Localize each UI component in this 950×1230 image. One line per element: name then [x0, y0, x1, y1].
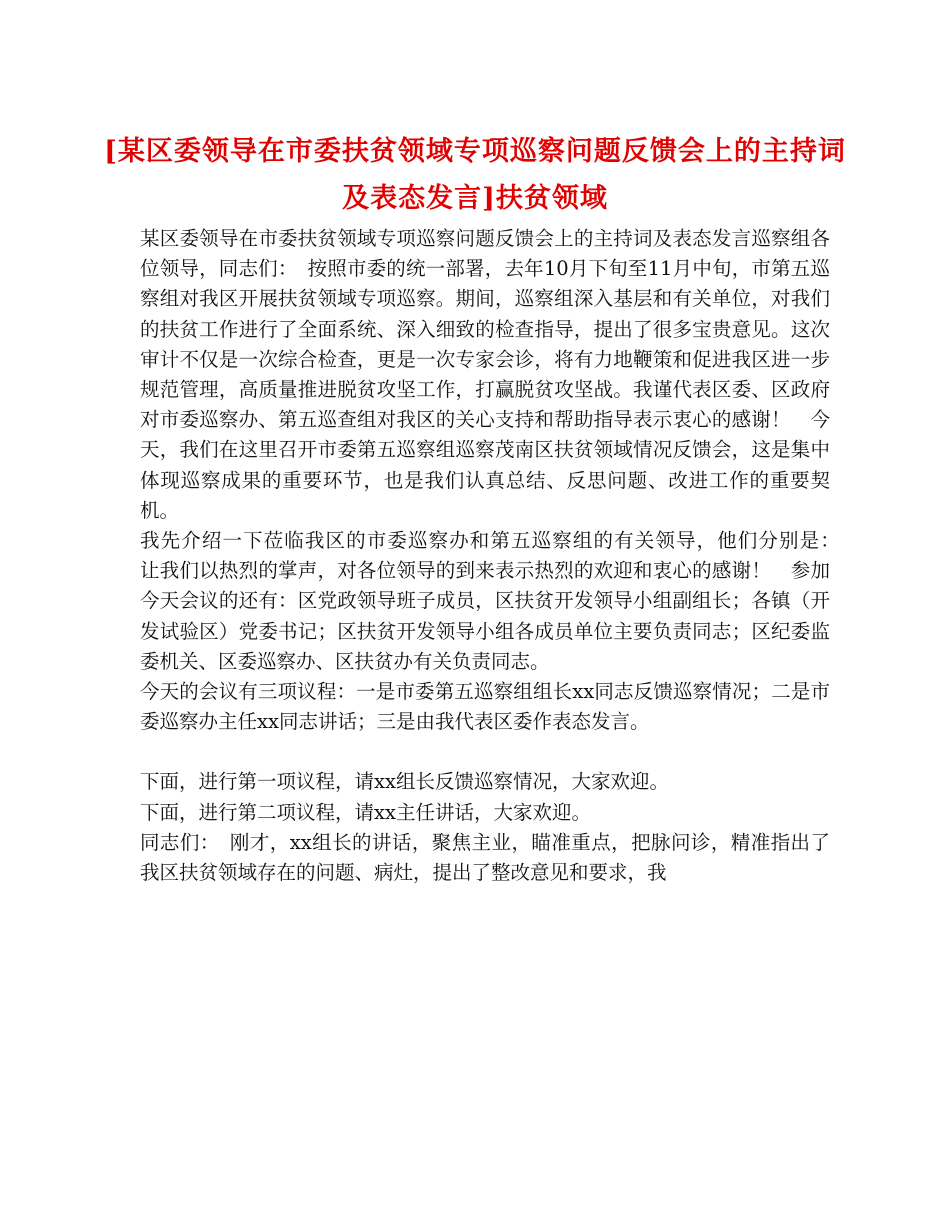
paragraph-introductions: 我先介绍一下莅临我区的市委巡察办和第五巡察组的有关领导，他们分别是： 让我们以热烈的掌声，对各位领导的到来表示热烈的欢迎和衷心的感谢！ 参加今天会议的还有：区党政领导班子成员，区扶贫开发领导小组副组长；各镇（开发试验区）党委书记；区扶贫开发领导小组各成员单位主要负责同志；区纪委监委机关、区委巡察办、区扶贫办有关负责同志。 [140, 529, 850, 673]
document-body [140, 224, 850, 888]
paragraph-opening: 某区委领导在市委扶贫领域专项巡察问题反馈会上的主持词及表态发言巡察组各位领导，同志们： 按照市委的统一部署，去年10月下旬至11月中旬，市第五巡察组对我区开展扶贫领域专项巡察。期间，巡察组深入基层和有关单位，对我们的扶贫工作进行了全面系统、深入细致的检查指导，提出了很多宝贵意见。这次审计不仅是一次综合检查，更是一次专家会诊，将有力地鞭策和促进我区进一步规范管理，高质量推进脱贫攻坚工作，打赢脱贫攻坚战。我谨代表区委、区政府对市委巡察办、第五巡查组对我区的关心支持和帮助指导表示衷心的感谢！ 今天，我们在这里召开市委第五巡察组巡察茂南区扶贫领域情况反馈会，这是集中体现巡察成果的重要环节，也是我们认真总结、反思问题、改进工作的重要契机。 [140, 227, 830, 522]
paragraph-closing-remarks: 同志们： 刚才，xx组长的讲话，聚焦主业，瞄准重点，把脉问诊，精准指出了我区扶贫领域存在的问题、病灶，提出了整改意见和要求，我 [140, 830, 830, 885]
paragraph-agenda: 今天的会议有三项议程：一是市委第五巡察组组长xx同志反馈巡察情况；二是市委巡察办主任xx同志讲话；三是由我代表区委作表态发言。 [140, 680, 830, 734]
paragraph-agenda-item-2: 下面，进行第二项议程，请xx主任讲话，大家欢迎。 [140, 800, 591, 824]
paragraph-agenda-item-1: 下面，进行第一项议程，请xx组长反馈巡察情况，大家欢迎。 [140, 770, 669, 794]
document-title: [某区委领导在市委扶贫领域专项巡察问题反馈会上的主持词及表态发言]扶贫领域 [104, 136, 846, 214]
